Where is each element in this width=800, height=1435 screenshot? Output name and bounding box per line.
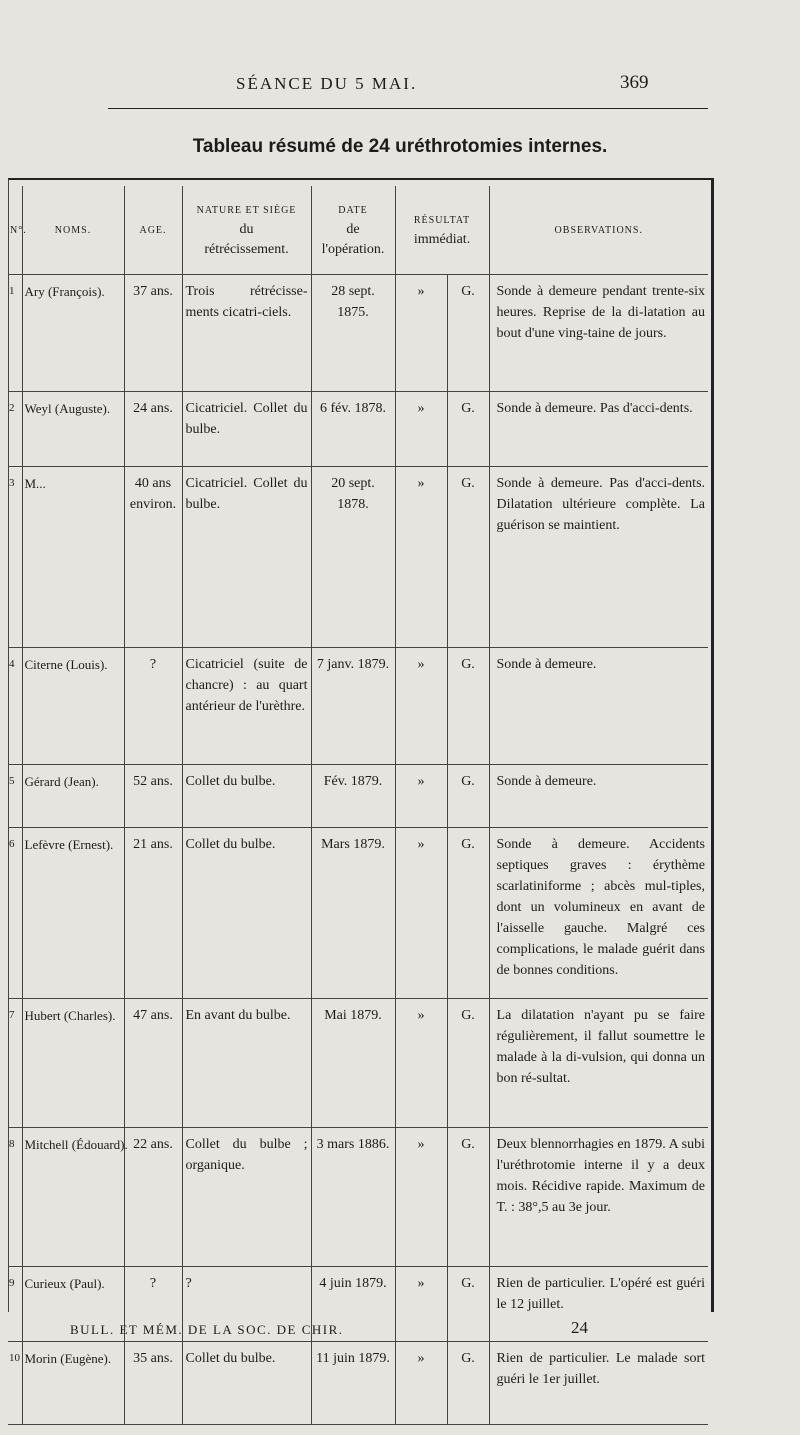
cell-resultat-1: » — [395, 275, 447, 392]
cell-nom: Gérard (Jean). — [22, 765, 124, 828]
cell-observations: Sonde à demeure. — [489, 648, 708, 765]
table-row — [8, 828, 708, 999]
table-row — [8, 467, 708, 648]
cell-observations: Sonde à demeure. Pas d'acci-dents. Dilatation ultérieure complète. La guérison se maintient. — [489, 467, 708, 648]
cell-resultat-1: » — [395, 467, 447, 648]
cell-observations: Rien de particulier. Le malade sort guéri le 1er juillet. — [489, 1342, 708, 1425]
cell-no: 8 — [8, 1128, 22, 1267]
table-body — [8, 275, 708, 1425]
cell-resultat-1: » — [395, 648, 447, 765]
cell-observations: Sonde à demeure pendant trente-six heures. Reprise de la di-latation au bout d'une ving-taine de jours. — [489, 275, 708, 392]
cell-nature: Collet du bulbe ; organique. — [182, 1128, 311, 1267]
table-row — [8, 392, 708, 467]
cell-resultat-2: G. — [447, 999, 489, 1128]
cell-age: 35 ans. — [124, 1342, 182, 1425]
cell-age: ? — [124, 1267, 182, 1342]
cell-date: 7 janv. 1879. — [311, 648, 395, 765]
cell-resultat-1: » — [395, 765, 447, 828]
cell-nom: Weyl (Auguste). — [22, 392, 124, 467]
cell-nom: Ary (François). — [22, 275, 124, 392]
cell-date: 11 juin 1879. — [311, 1342, 395, 1425]
cell-age: 40 ans environ. — [124, 467, 182, 648]
footer-signature: 24 — [571, 1318, 588, 1337]
cell-age: 21 ans. — [124, 828, 182, 999]
col-header-noms: NOMS. — [22, 186, 124, 275]
cell-resultat-2: G. — [447, 648, 489, 765]
cell-resultat-2: G. — [447, 392, 489, 467]
cell-resultat-1: » — [395, 828, 447, 999]
table-row — [8, 1128, 708, 1267]
cell-no: 3 — [8, 467, 22, 648]
cell-no: 7 — [8, 999, 22, 1128]
cell-observations: Rien de particulier. L'opéré est guéri le 12 juillet. — [489, 1267, 708, 1342]
cell-age: 24 ans. — [124, 392, 182, 467]
table-row — [8, 765, 708, 828]
cell-resultat-1: » — [395, 1342, 447, 1425]
cell-resultat-2: G. — [447, 1128, 489, 1267]
cell-date: Fév. 1879. — [311, 765, 395, 828]
cell-no: 5 — [8, 765, 22, 828]
cell-resultat-2: G. — [447, 1267, 489, 1342]
cell-resultat-1: » — [395, 999, 447, 1128]
cell-no: 1 — [8, 275, 22, 392]
cell-age: 37 ans. — [124, 275, 182, 392]
running-head: SÉANCE DU 5 MAI. — [236, 74, 418, 93]
col-header-nature — [182, 186, 311, 275]
cell-observations: La dilatation n'ayant pu se faire régulièrement, il fallut soumettre le malade à la di-vulsion, qui donna un bon ré-sultat. — [489, 999, 708, 1128]
cell-resultat-1: » — [395, 1267, 447, 1342]
col-header-date-l1: DATE — [338, 204, 368, 216]
table-title: Tableau résumé de 24 uréthrotomies internes. — [192, 136, 608, 157]
cell-resultat-1: » — [395, 1128, 447, 1267]
cell-date: Mars 1879. — [311, 828, 395, 999]
col-header-resultat — [395, 186, 489, 275]
cell-nom: M... — [22, 467, 124, 648]
col-header-no: N°. — [8, 186, 22, 275]
cell-nature: ? — [182, 1267, 311, 1342]
cell-nature: Cicatriciel (suite de chancre) : au quart antérieur de l'urèthre. — [182, 648, 311, 765]
cell-resultat-1: » — [395, 392, 447, 467]
page-header — [0, 70, 800, 98]
cell-resultat-2: G. — [447, 1342, 489, 1425]
cell-nom: Citerne (Louis). — [22, 648, 124, 765]
cell-resultat-2: G. — [447, 765, 489, 828]
table-row — [8, 1342, 708, 1425]
col-header-nature-l2: du — [239, 221, 254, 237]
col-header-age: AGE. — [124, 186, 182, 275]
cell-nature: Collet du bulbe. — [182, 765, 311, 828]
cell-resultat-2: G. — [447, 467, 489, 648]
cell-date: 4 juin 1879. — [311, 1267, 395, 1342]
table-header-row — [8, 186, 708, 275]
cell-nom: Curieux (Paul). — [22, 1267, 124, 1342]
cell-nom: Morin (Eugène). — [22, 1342, 124, 1425]
cell-no: 4 — [8, 648, 22, 765]
cell-no: 10 — [8, 1342, 22, 1425]
cell-age: 22 ans. — [124, 1128, 182, 1267]
cell-observations: Sonde à demeure. Pas d'acci-dents. — [489, 392, 708, 467]
col-header-resultat-l2: immédiat. — [413, 231, 471, 247]
cell-nature: Collet du bulbe. — [182, 1342, 311, 1425]
summary-table — [8, 186, 708, 1425]
cell-no: 2 — [8, 392, 22, 467]
cell-nature: Collet du bulbe. — [182, 828, 311, 999]
cell-date: 6 fév. 1878. — [311, 392, 395, 467]
col-header-date-l3: l'opération. — [321, 241, 385, 257]
cell-nature: En avant du bulbe. — [182, 999, 311, 1128]
cell-nom: Lefèvre (Ernest). — [22, 828, 124, 999]
col-header-resultat-l1: RÉSULTAT — [413, 214, 471, 226]
col-header-date-l2: de — [346, 221, 360, 237]
cell-nature: Cicatriciel. Collet du bulbe. — [182, 392, 311, 467]
cell-age: 47 ans. — [124, 999, 182, 1128]
col-header-observations: OBSERVATIONS. — [489, 186, 708, 275]
cell-nature: Cicatriciel. Collet du bulbe. — [182, 467, 311, 648]
table-row — [8, 275, 708, 392]
cell-no: 6 — [8, 828, 22, 999]
cell-nom: Hubert (Charles). — [22, 999, 124, 1128]
table-row — [8, 999, 708, 1128]
col-header-nature-l1: NATURE ET SIÈGE — [196, 204, 297, 216]
cell-observations: Sonde à demeure. Accidents septiques graves : érythème scarlatiniforme ; abcès mul-tiples, dont un volumineux en avant de l'aisselle gauche. Malgré ces complications, le malade guérit dans de bonnes conditions. — [489, 828, 708, 999]
cell-date: 28 sept. 1875. — [311, 275, 395, 392]
cell-resultat-2: G. — [447, 828, 489, 999]
cell-observations: Sonde à demeure. — [489, 765, 708, 828]
cell-nature: Trois rétrécisse-ments cicatri-ciels. — [182, 275, 311, 392]
page-number: 369 — [620, 72, 649, 93]
cell-resultat-2: G. — [447, 275, 489, 392]
cell-age: 52 ans. — [124, 765, 182, 828]
cell-observations: Deux blennorrhagies en 1879. A subi l'uréthrotomie interne il y a deux mois. Récidive rapide. Maximum de T. : 38°,5 au 3e jour. — [489, 1128, 708, 1267]
cell-date: 20 sept. 1878. — [311, 467, 395, 648]
cell-date: Mai 1879. — [311, 999, 395, 1128]
col-header-nature-l3: rétrécissement. — [204, 241, 289, 257]
cell-no: 9 — [8, 1267, 22, 1342]
footer-journal: BULL. ET MÉM. DE LA SOC. DE CHIR. — [70, 1322, 344, 1337]
col-header-date — [311, 186, 395, 275]
table-row — [8, 648, 708, 765]
cell-age: ? — [124, 648, 182, 765]
cell-nom: Mitchell (Édouard). — [22, 1128, 124, 1267]
cell-date: 3 mars 1886. — [311, 1128, 395, 1267]
header-rule — [108, 108, 708, 109]
